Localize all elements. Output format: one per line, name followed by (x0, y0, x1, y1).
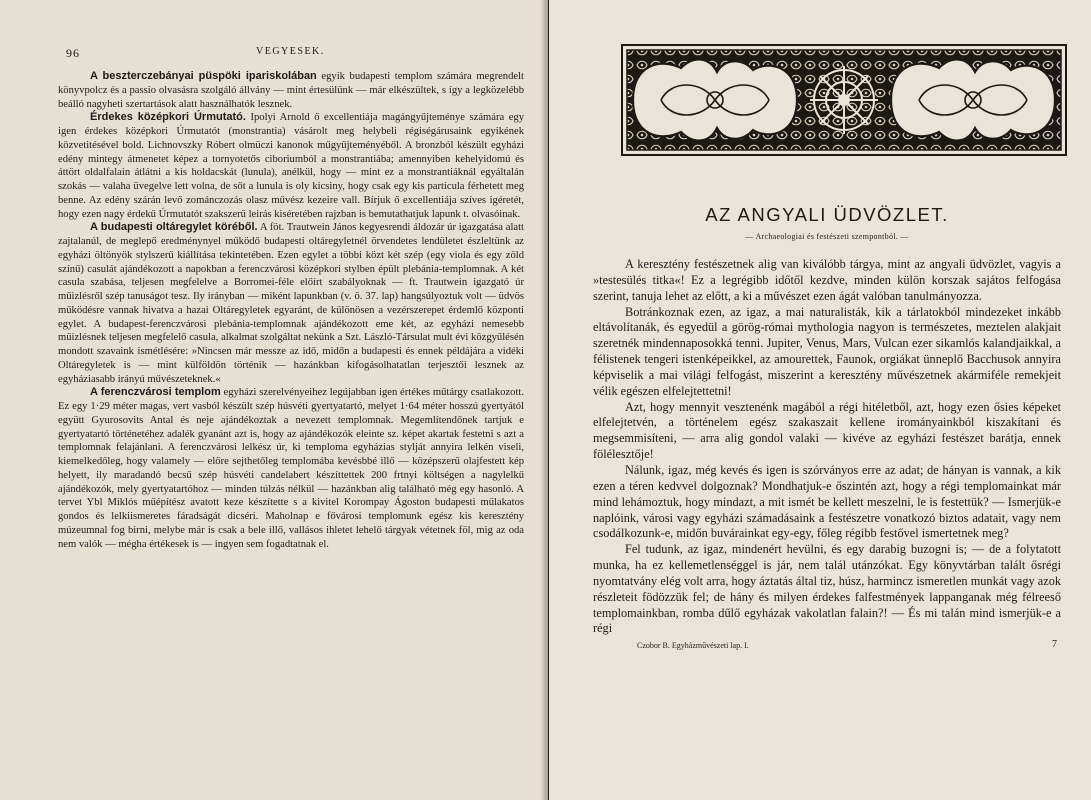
article-paragraph: Fel tudunk, az igaz, mindenért hevülni, és egy darabig buzogni is; — de a folytatott munka, ha ez kellemetlenséggel is jár, nem talál utánzókat. Egy könyvtárban talált ősrégi nyomtatvány elég volt arra, hogy áztatás által tiz, húsz, harmincz ismeretlen munkát vagy azok részleteit födözzük fel; de hány és milyen érdekes falfestmények lappanganak még félreeső templomainkban, romba dűlő egyházak vakolatlan falain?! — És mi talán mind ismerjük-e a régi (593, 542, 1061, 636)
news-item (58, 70, 524, 111)
running-head (58, 46, 524, 60)
left-page-text (58, 70, 524, 551)
news-item (58, 111, 524, 221)
article-paragraph: Azt, hogy mennyit vesztenénk magából a régi hitéletből, azt, hogy ezen ősies képeket elfelejtetvén, a történelem egész szakaszait kellene irományainkból kiszakítani és megsemmisíteni, — arra alig gondol valaki — kivéve az egyházi festészet barátja, ennek fölélesztője! (593, 399, 1061, 462)
article-paragraph: Botránkoznak ezen, az igaz, a mai naturalisták, kik a tárlatokból mindezeket inkább eltávolítanák, és egyedül a görög-római mythologia nagyon is természetes, meztelen alakjait szeretnék mindennaposokká tenni. Jupiter, Venus, Mars, Vulcan ezer sikamlós kalandjaikkal, a félistenek tengeri istenképeikkel, az amourettek, Faunok, orgiákat ünneplő Bacchusok annyira képviselik a mai világi felfogást, miszerint a keresztény művészetnek akármiféle remekjeit vélik egészen elfelejtettetni! (593, 304, 1061, 398)
running-head-title: VEGYESEK. (256, 46, 325, 57)
news-text: Ipolyi Arnold ő excellentiája magángyűjteménye számára egy igen érdekes középkori Úrmutatót (monstrantia) vásárolt meg helybeli régiségárusaink egyikének közvetitésével bold. Lichnovszky Róbert olmüczi kanonok műgyűjteményéből. A bronzból készült egyházi edény mintegy átmenetet képez a tornyotetős ciboriumból a monstrantiába; amennyiben kehelyidomú és áttört oldalfalain átlátni a kis holdacskát (lunula), anélkül, hogy — mint ez a monstrantiáknál egyáltalán szokás — valaha üvegelve lett volna, de sőt a lunula is oly kicsiny, hogy csak egy kis particula férhetett meg benne. Az edény szárán levő zománczozás olasz művész kezeire vall. Bírjuk ő excellentiája szíves igéretét, hogy ezen nagy érdekű Úrmutatót szakszerű leirás kiséretében rajzban is bemutathatjuk lapunk t. olvasóinak. (58, 112, 524, 220)
news-heading: A beszterczebányai püspöki ipariskolában (90, 70, 317, 82)
news-text: egyházi szerelvényeihez legújabban igen értékes műtárgy csatlakozott. Ez egy 1·29 méter magas, vert vasból készült szép húsvéti gyertyatartó, melyet 1·64 méter hosszú gyertyától együtt Gyurosovits Antal és neje ajándékoztak a nevezett templomnak. Megemlítendőnek tartjuk e gyertyatartó történetéhez adalék gyanánt azt is, hogy az ajándékozók eleinte sz. képet akartak festetni s azt a templomnak felajánlani. A ferenczvárosi lelkész úr, ki temploma egyházias stylját annyira lelkén viseli, kiemelkedőleg, hogy valamely — előre sejthetőleg templomába kevésbbé illő — középszerű olajfestett kép helyett, ily maradandó becsű szép húsvéti candelabert készíttettek 200 frtnyi költségen a nagylelkű ajándékozók, mely gyertyatartóhoz — minden túlzás nélkül — hazánkban alig található még egy hasonló. A tervet Ybl Miklós műépítész avatott keze készítette s a kivitel Korompay Ágoston budapesti műlakatos gondos és lelkiismeretes fáradságát dicséri. Maholnap e fővárosi templomunk egész kis keresztény múzeumnal fog birni, melybe már is csak a bele illő, vallásos ihletet lehelő tárgyak vétetnek föl, mig az oda nem valók — mégha értékesek is — ingyen sem fogadtatnak el. (58, 387, 525, 550)
news-heading: A budapesti oltáregylet köréből. (90, 221, 258, 234)
signature-number: 7 (1052, 639, 1057, 651)
news-text: A föt. Trautwein János kegyesrendi áldozár úr igazgatása alatt zajtalanúl, de meglepő eredménynyel működő budapesti oltáregyletnél örvendetes lendületet észleltünk az egyházi öltönyök stylszerű kiállítása tekintetében. Ezen egylet a többi közt két szép (egy viola és egy zöld színű) casulát ajándékozott a napokban a ferenczvárosi középkori stylben épült plebánia-templomnak. A két casula szabása, teljesen megfelelve a Borromei-féle előírt szabályoknak — ft. Trautwein igazgató úr műizlésről szép tanuságot tesz. Ily irányban — miként lapunkban (v. ö. 37. lap) hangsúlyoztuk volt — üdvös működésre vannak hivatva a hazai Oltáregyletek egyaránt, de különösen a vezérszerepet érdemlő központi egylet. A budapest-ferenczvárosi plebánia-templomnak ajándékozott eme két, az egyházi nemesebb műizlésnek teljesen megfelelő casula, alkalmat szolgáltat nekünk a Szt. László-Társulat mult évi közgyűlésén mondott szavaink ismétlésére: »Nincsen már messze az idő, midőn a budapesti és ennek példájára a vidéki Oltáregyletek is — mint külföldön történik — hazánkban kifogásolhatatlan terjesztői lesznek az egyháziasabb irányú művészeteknek.« (58, 222, 524, 385)
news-item (58, 386, 524, 551)
right-page-text (593, 257, 1061, 637)
article-paragraph: Nálunk, igaz, még kevés és igen is szórványos erre az adat; de hányan is vannak, a kik ezen a téren kedvvel dolgoznak? Mondhatjuk-e őszintén azt, hogy a régi templomainkat már mind lehámoztuk, hogy mindazt, a mit ismét be kellett meszelni, le is festettük? — Ismerjük-e naplóink, városi vagy egyházi számadásaink a festészetre vonatkozó biztos adatait, vagy nem csodálkozunk-e, midőn buvárainkat egy-egy, főleg régibb festővel ismertetnek meg? (593, 462, 1061, 541)
news-heading: Érdekes középkori Úrmutató. (90, 111, 246, 124)
signature-mark: Czobor B. Egyházművészeti lap. I. (637, 641, 749, 651)
page-number: 96 (66, 46, 80, 60)
page-footer (593, 639, 1061, 653)
news-text: egyik budapesti templom számára megrendelt könyvpolcz és a passio olvasásra szolgáló állvány — mint értesülünk — már elkészültek, s így a legközelébb beálló nagyheti szertartások alatt használhatók lesznek. (58, 71, 524, 110)
ornamental-headpiece (621, 44, 1067, 156)
right-page (549, 0, 1091, 800)
news-item (58, 221, 524, 386)
article-title: AZ ANGYALI ÜDVÖZLET. (705, 204, 949, 225)
news-heading: A ferenczvárosi templom (90, 386, 221, 399)
article-paragraph: A keresztény festészetnek alig van kiválóbb tárgya, mint az angyali üdvözlet, vagyis a »testesülés titka«! Ez a legrégibb időtől kezdve, minden külön korszak sajátos felfogása szerint, tanuja lehet az előtt, a ki a művészet ezen ágát valóban tanulmányozza. (593, 257, 1061, 303)
article-subtitle: — Archaeologiai és festészeti szempontból. — (745, 232, 909, 241)
